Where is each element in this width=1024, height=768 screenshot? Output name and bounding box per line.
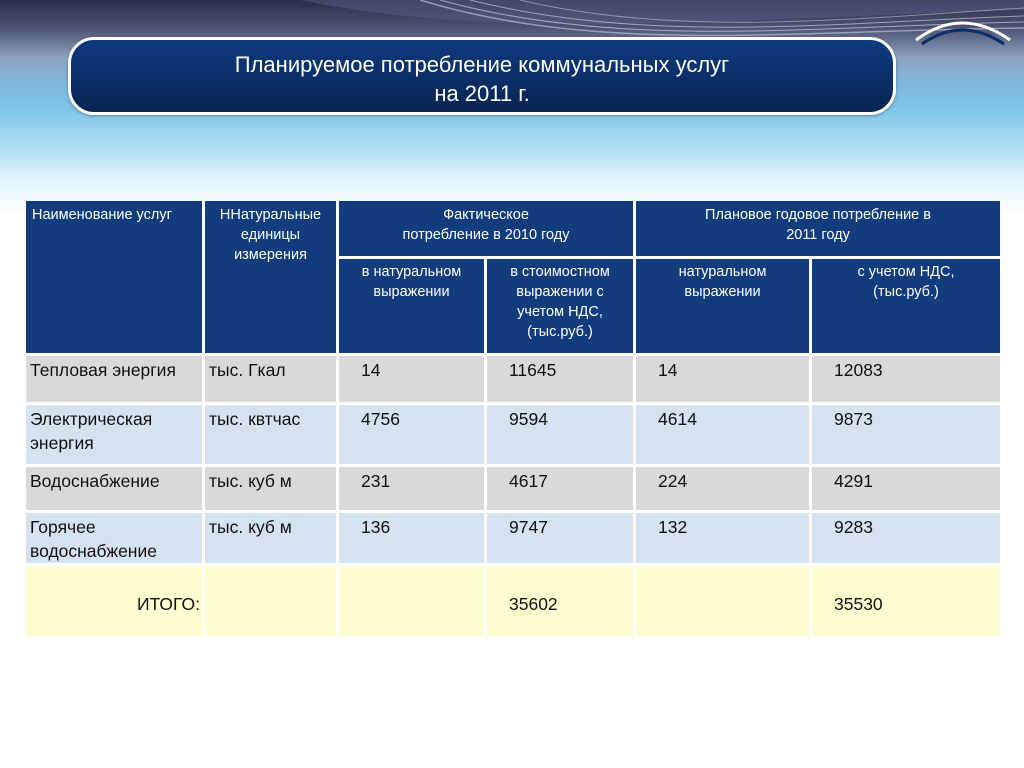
total-label: ИТОГО: <box>26 566 202 636</box>
service-name-cell: Водоснабжение <box>26 467 202 510</box>
actual-cost-cell: 9594 <box>487 405 633 464</box>
actual-cost-cell: 9747 <box>487 513 633 563</box>
title-line-1: Планируемое потребление коммунальных услуг <box>234 52 730 77</box>
total-unit-cell <box>205 566 336 636</box>
planned-natural-cell: 224 <box>636 467 809 510</box>
unit-cell: тыс. куб м <box>205 467 336 510</box>
header-planned-cost: с учетом НДС, (тыс.руб.) <box>812 259 1000 353</box>
service-name-cell: Тепловая энергия <box>26 356 202 402</box>
planned-cost-cell: 4291 <box>812 467 1000 510</box>
actual-natural-cell: 231 <box>339 467 484 510</box>
total-actual-natural-cell <box>339 566 484 636</box>
header-planned-2011: Плановое годовое потребление в 2011 году <box>636 201 1000 256</box>
total-actual-cost: 35602 <box>487 566 633 636</box>
planned-natural-cell: 14 <box>636 356 809 402</box>
service-name-cell: Горячее водоснабжение <box>26 513 202 563</box>
title-line-2: на 2011 г. <box>434 81 530 106</box>
unit-cell: тыс. куб м <box>205 513 336 563</box>
service-name-cell: Электрическая энергия <box>26 405 202 464</box>
planned-cost-cell: 12083 <box>812 356 1000 402</box>
actual-natural-cell: 136 <box>339 513 484 563</box>
total-row <box>26 566 1000 636</box>
table-row <box>26 513 1000 563</box>
table-row <box>26 467 1000 510</box>
table-row <box>26 405 1000 464</box>
actual-cost-cell: 4617 <box>487 467 633 510</box>
total-planned-cost: 35530 <box>812 566 1000 636</box>
planned-natural-cell: 132 <box>636 513 809 563</box>
table-row <box>26 356 1000 402</box>
header-actual-2010: Фактическое потребление в 2010 году <box>339 201 633 256</box>
planned-cost-cell: 9283 <box>812 513 1000 563</box>
title-banner <box>68 37 896 115</box>
unit-cell: тыс. Гкал <box>205 356 336 402</box>
unit-cell: тыс. квтчас <box>205 405 336 464</box>
header-actual-natural: в натуральном выражении <box>339 259 484 353</box>
header-actual-cost: в стоимостном выражении с учетом НДС, (тыс.руб.) <box>487 259 633 353</box>
page-title <box>71 50 893 108</box>
utilities-table <box>23 198 1003 639</box>
header-units: ННатуральные единицы измерения <box>205 201 336 353</box>
header-service-name: Наименование услуг <box>26 201 202 353</box>
actual-natural-cell: 4756 <box>339 405 484 464</box>
planned-natural-cell: 4614 <box>636 405 809 464</box>
logo-arc-icon <box>912 10 1012 50</box>
actual-natural-cell: 14 <box>339 356 484 402</box>
actual-cost-cell: 11645 <box>487 356 633 402</box>
header-planned-natural: натуральном выражении <box>636 259 809 353</box>
planned-cost-cell: 9873 <box>812 405 1000 464</box>
total-planned-natural-cell <box>636 566 809 636</box>
